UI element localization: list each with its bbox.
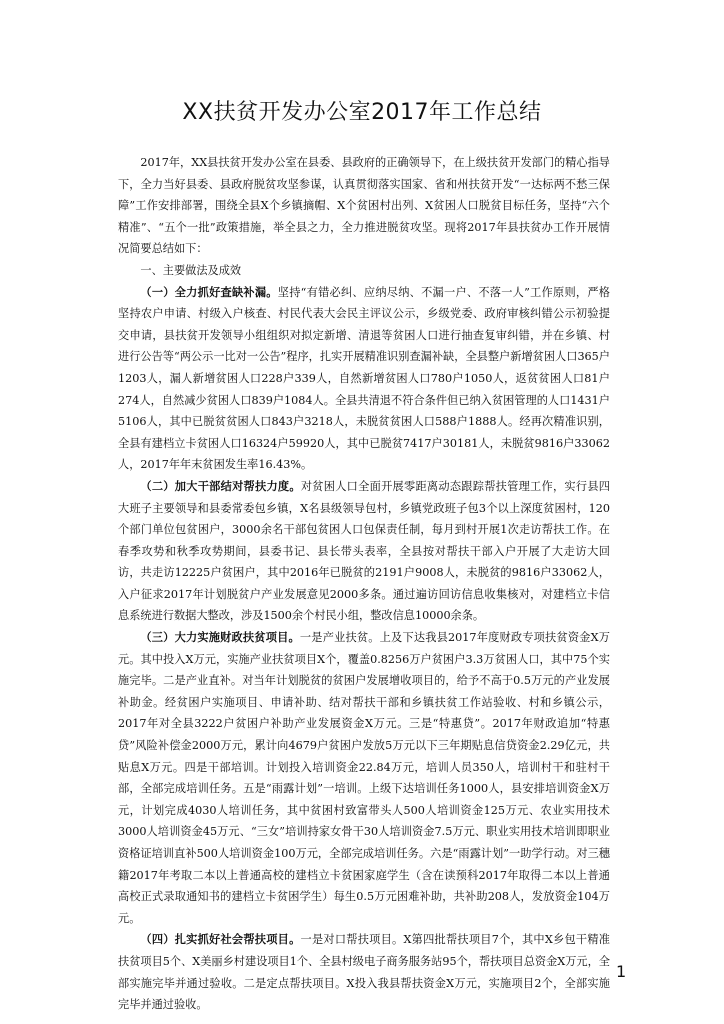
item-text: 一是对口帮扶项目。X第四批帮扶项目7个，其中X乡包干精准扶贫项目5个、X美丽乡村建设项目1个、全县村级电子商务服务站95个，帮扶项目总资金X万元，全部实施完毕并通过验收。二是定点帮扶项目。X投入我县帮扶资金X万元，实施项目2个，全部实施完毕并通过验收。 [118, 933, 610, 1012]
item-heading: （三）大力实施财政扶贫项目。 [140, 631, 300, 645]
item-paragraph [118, 929, 610, 1015]
item-paragraph [118, 476, 610, 627]
item-heading: （二）加大干部结对帮扶力度。 [140, 479, 301, 493]
document-body [118, 152, 610, 1016]
item-text: 一是产业扶贫。上及下达我县2017年度财政专项扶贫资金X万元。其中投入X万元，实施产业扶贫项目X个，覆盖0.8256万户贫困户3.3万贫困人口，其中75个实施完毕。二是产业直补。对当年计划脱贫的贫困户发展增收项目的，给予不高于0.5万元的产业发展补助金。经贫困户实施项目、申请补助、结对帮扶干部和乡镇扶贫工作站验收、村和乡镇公示，2017年对全县3222户贫困户补助产业发展资金X万元。三是“特惠贷”。2017年财政追加“特惠贷”风险补偿金2000万元，累计向4679户贫困户发放5万元以下三年期贴息信贷资金2.29亿元，共贴息X万元。四是干部培训。计划投入培训资金22.84万元，培训人员350人，培训村干和驻村干部，全部完成培训任务。五是“雨露计划”一培训。上级下达培训任务1000人，县安排培训资金X万元，计划完成4030人培训任务，其中贫困村致富带头人500人培训资金125万元、农业实用技术3000人培训资金45万元、“三女”培训持家女骨干30人培训资金7.5万元、职业实用技术培训即职业资格证培训直补500人培训资金100万元，全部完成培训任务。六是“雨露计划”一助学行动。对三穗籍2017年考取二本以上普通高校的建档立卡贫困家庭学生（含在读预科2017年取得二本以上普通高校正式录取通知书的建档立卡贫困学生）每生0.5万元困难补助，共补助208人，发放资金104万元。 [118, 631, 610, 925]
item-paragraph [118, 282, 610, 476]
item-paragraph [118, 627, 610, 929]
item-text: 对贫困人口全面开展零距离动态跟踪帮扶管理工作，实行县四大班子主要领导和县委常委包乡镇，X名县级领导包村，乡镇党政班子包3个以上深度贫困村，120个部门单位包贫困户，3000余名干部包贫困人口包保责任制，每月到村开展1次走访帮扶工作。在春季攻势和秋季攻势期间，县委书记、县长带头表率，全县按对帮扶干部入户开展了大走访大回访，共走访12225户贫困户，其中2016年已脱贫的2191户9008人，未脱贫的9816户33062人，入户征求2017年计划脱贫户产业发展意见2000多条。通过遍访回访信息收集核对，对建档立卡信息系统进行数据大整改，涉及1500余个村民小组，整改信息10000余条。 [118, 479, 610, 623]
page-title: XX扶贫开发办公室2017年工作总结 [182, 100, 542, 125]
item-text: 坚持“有错必纠、应纳尽纳、不漏一户、不落一人”工作原则，严格坚持农户申请、村级入户核查、村民代表大会民主评议公示，乡级党委、政府审核纠错公示初验提交申请，县扶贫开发领导小组组织对拟定新增、清退等贫困人口进行抽查复审纠错，并在乡镇、村进行公告等“两公示一比对一公告”程序，扎实开展精准识别查漏补缺，全县整户新增贫困人口365户1203人，漏人新增贫困人口228户339人，自然新增贫困人口780户1050人，返贫贫困人口81户274人，自然减少贫困人口839户1084人。全县共清退不符合条件但已纳入贫困管理的人口1431户5106人，其中已脱贫贫困人口843户3218人，未脱贫贫困人口588户1888人。经再次精准识别，全县有建档立卡贫困人口16324户59920人，其中已脱贫7417户30181人，未脱贫9816户33062人，2017年年末贫困发生率16.43%。 [118, 285, 610, 472]
page-number: 1 [616, 962, 627, 981]
item-heading: （四）扎实抓好社会帮扶项目。 [140, 933, 301, 947]
item-heading: （一）全力抓好查缺补漏。 [140, 285, 278, 299]
section-heading: 一、主要做法及成效 [140, 263, 242, 277]
intro-paragraph: 2017年，XX县扶贫开发办公室在县委、县政府的正确领导下，在上级扶贫开发部门的精心指导下，全力当好县委、县政府脱贫攻坚参谋，认真贯彻落实国家、省和州扶贫开发“一达标两不愁三保障”工作安排部署，围绕全县X个乡镇摘帽、X个贫困村出列、X贫困人口脱贫目标任务，坚持“六个精准”、“五个一批”政策措施，举全县之力，全力推进脱贫攻坚。现将2017年县扶贫办工作开展情况简要总结如下： [118, 156, 610, 256]
